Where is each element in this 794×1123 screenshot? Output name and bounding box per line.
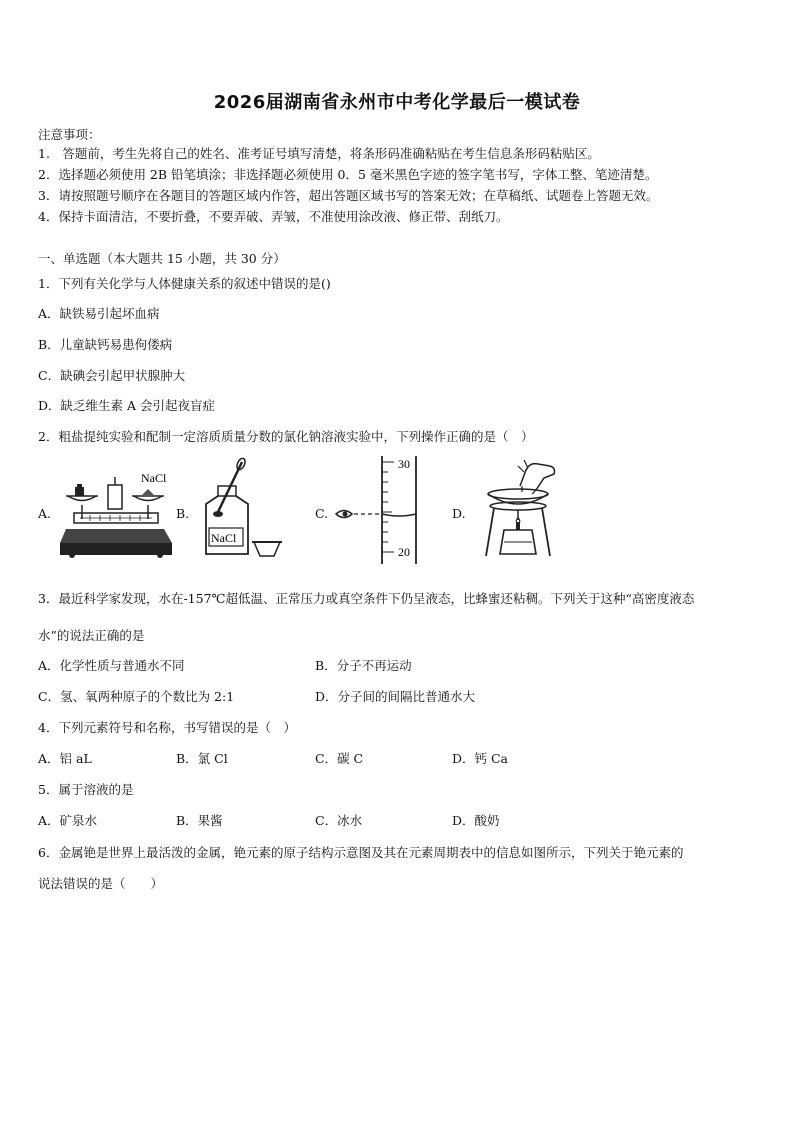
q5-option-a: A．矿泉水 [38,813,98,828]
evaporation-figure [472,456,572,564]
q4-stem: 4．下列元素符号和名称，书写错误的是（ ） [38,720,296,735]
q4-option-d: D．钙 Ca [452,751,509,766]
q2-stem: 2．粗盐提纯实验和配制一定溶质质量分数的氯化钠溶液实验中，下列操作正确的是（ ） [38,429,534,444]
cylinder-figure [330,452,430,567]
notice-item-1: 1. 答题前，考生先将自己的姓名、准考证号填写清楚，将条形码准确粘贴在考生信息条形码粘贴区。 [38,146,600,161]
q6-stem-line2: 说法错误的是（ ） [38,876,164,891]
q3-option-b: B．分子不再运动 [315,658,412,673]
notice-item-2: 2．选择题必须使用 2B 铅笔填涂；非选择题必须使用 0．5 毫米黑色字迹的签字笔书写，字体工整、笔迹清楚。 [38,167,658,182]
notice-item-3: 3．请按照题号顺序在各题目的答题区域内作答，超出答题区域书写的答案无效；在草稿纸、试题卷上答题无效。 [38,188,659,203]
q5-stem: 5．属于溶液的是 [38,782,134,797]
q4-option-a: A．铝 aL [38,751,92,766]
q5-option-b: B．果酱 [176,813,223,828]
q4-option-b: B．氯 Cl [176,751,228,766]
cylinder-bottom-mark: 20 [398,545,410,559]
q3-option-d: D．分子间的间隔比普通水大 [315,689,476,704]
q1-option-a: A．缺铁易引起坏血病 [38,306,160,321]
q2-label-d: D. [452,506,466,521]
nacl-label-b: NaCl [211,531,237,545]
q1-option-d: D．缺乏维生素 A 会引起夜盲症 [38,398,215,413]
reagent-bottle-figure [196,456,296,562]
q2-label-c: C. [315,506,329,521]
page-title: 2026届湖南省永州市中考化学最后一模试卷 [213,92,581,113]
q3-option-c: C．氢、氧两种原子的个数比为 2:1 [38,689,235,704]
notice-item-4: 4．保持卡面清洁，不要折叠，不要弄破、弄皱，不准使用涂改液、修正带、刮纸刀。 [38,209,509,224]
cylinder-top-mark: 30 [398,457,410,471]
q2-label-a: A. [38,506,52,521]
q1-stem: 1．下列有关化学与人体健康关系的叙述中错误的是() [38,276,331,291]
section-heading: 一、单选题（本大题共 15 小题，共 30 分） [38,251,286,266]
notice-heading: 注意事项： [38,127,101,142]
q3-stem-line1: 3．最近科学家发现，水在-157℃超低温、正常压力或真空条件下仍呈液态，比蜂蜜还粘稠。下列关于这种“高密度液态 [38,591,695,606]
q5-option-d: D．酸奶 [452,813,500,828]
q3-stem-line2: 水”的说法正确的是 [38,628,145,643]
balance-figure [60,463,178,559]
q1-option-b: B．儿童缺钙易患佝偻病 [38,337,173,352]
q5-option-c: C．冰水 [315,813,363,828]
q6-stem-line1: 6．金属铯是世界上最活泼的金属，铯元素的原子结构示意图及其在元素周期表中的信息如图所示，下列关于铯元素的 [38,845,684,860]
q4-option-c: C．碳 C [315,751,364,766]
q1-option-c: C．缺碘会引起甲状腺肿大 [38,368,186,383]
nacl-label-a: NaCl [141,471,167,485]
q3-option-a: A．化学性质与普通水不同 [38,658,185,673]
q2-label-b: B. [176,506,190,521]
